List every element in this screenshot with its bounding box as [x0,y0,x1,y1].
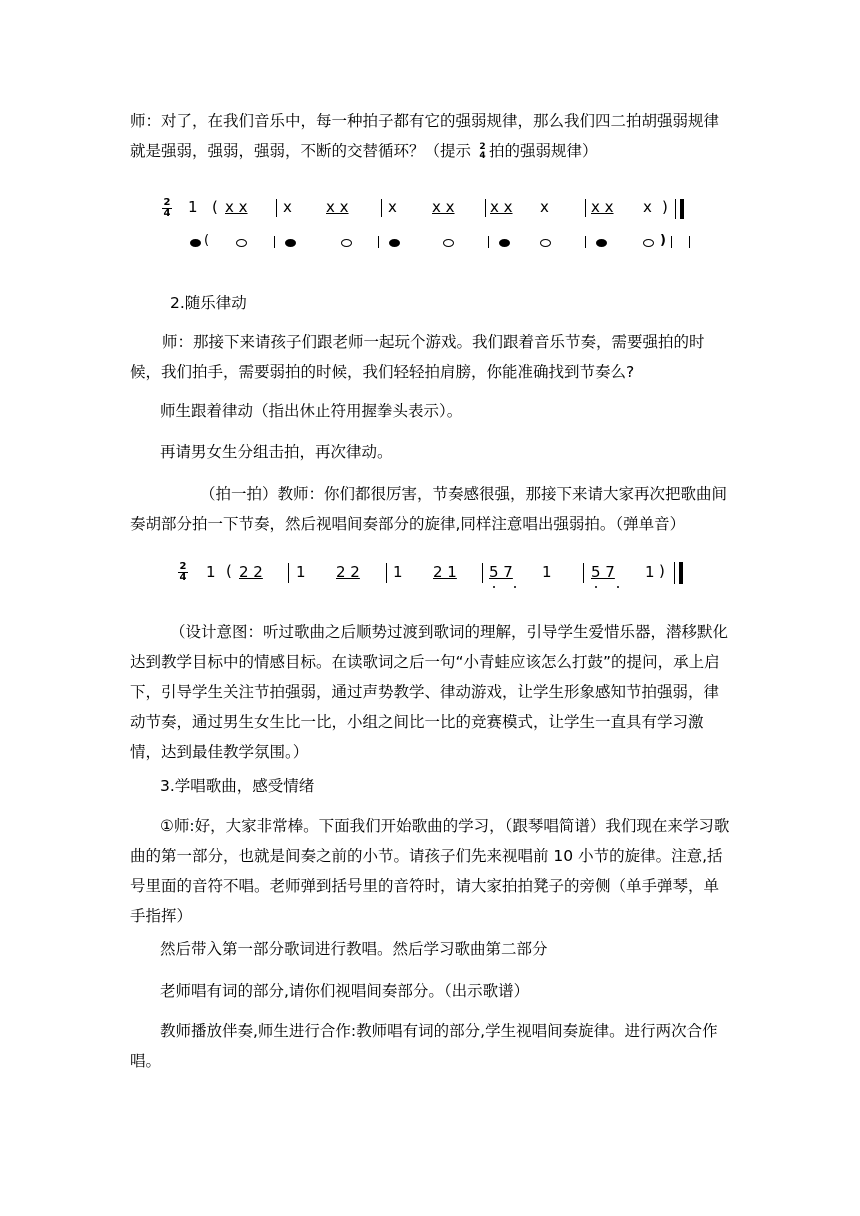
time-signature-2-bottom: 4 [179,572,187,583]
game-text: 师：那接下来请孩子们跟老师一起玩个游戏。我们跟着音乐节奏，需要强拍的时候，我们拍手，需要弱拍的时候，我们轻轻拍肩膀，你能准确找到节奏么? [130,333,705,381]
barline [585,236,586,248]
design-intent-text: （设计意图：听过歌曲之后顺势过渡到歌词的理解，引导学生爱惜乐器，潜移默化达到教学目标中的情感目标。在读歌词之后一句“小青蛙应该怎么打鼓”的提问，承上启下，引导学生关注节拍强弱，通过声势教学、律动游戏，让学生形象感知节拍强弱，律动节奏，通过男生女生比一比，小组之间比一比的竞赛模式，让学生一直具有学习激情，达到最佳教学氛围。） [130,623,729,761]
low-octave-dot [493,586,495,588]
paragraph-intro [130,106,730,166]
barline [488,236,489,248]
score1-paren-open: ( [212,198,218,216]
intro-tail-text: 拍的强弱规律） [488,142,598,160]
weak-beat-symbol [341,239,352,247]
section-heading-2-text: 2.随乐律动 [170,294,247,312]
paragraph-accompany [130,1016,730,1076]
barline [378,236,379,248]
paragraph-game [130,327,730,387]
time-signature-2-top: 2 [179,561,187,572]
final-barline-thick [680,199,684,219]
accompany-text: 教师播放伴奏,师生进行合作:教师唱有词的部分,学生视唱间奏旋律。进行两次合作唱。 [130,1022,718,1070]
score1-beat: x [283,198,292,216]
score1-beat: x x [591,198,614,216]
score1-note: 1 [188,198,198,216]
score2-paren-open: ( [226,562,232,580]
inline-time-signature: 2 4 [479,141,486,161]
paragraph-follow [160,396,760,426]
lyrics-text: 然后带入第一部分歌词进行教唱。然后学习歌曲第二部分 [160,940,548,958]
score2-beat: 5 7 [489,563,513,581]
paragraph-design-intent [130,617,730,767]
strong-beat-symbol [285,239,296,247]
score2-beat: 1 [393,563,403,581]
score2-beat: 1 [645,563,655,581]
low-octave-dot [595,586,597,588]
score2-paren-close: ) [659,562,665,580]
score1-beat: x x [225,198,248,216]
low-octave-dot [514,586,516,588]
final-barline-thin [675,199,676,219]
section-heading-2 [170,288,770,318]
weak-beat-symbol [643,239,654,247]
score1-beat: x x [326,198,349,216]
sing-text: 老师唱有词的部分,请你们视唱间奏部分。（出示歌谱） [160,982,530,1000]
paragraph-clap [130,479,730,539]
strong-beat-symbol [499,239,510,247]
barline [689,236,690,248]
barline [288,563,289,583]
weak-beat-symbol [236,239,247,247]
barline [585,199,586,217]
section-heading-3 [160,771,760,801]
time-signature-2 [178,562,188,583]
score2-beat: 2 2 [336,563,360,581]
score2-beat: 1 [542,563,552,581]
time-signature-1-bottom: 4 [163,208,171,219]
barline [482,563,483,583]
strong-beat-symbol [389,239,400,247]
section-heading-3-text: 3.学唱歌曲，感受情绪 [160,777,315,795]
barline [386,563,387,583]
paragraph-learn [130,811,730,931]
score2-beat: 2 2 [239,563,263,581]
strong-beat-symbol [596,239,607,247]
score1-beat: x [388,198,397,216]
paragraph-sing [160,976,760,1006]
score1-paren-close: ) [662,198,668,216]
weak-beat-symbol [443,239,454,247]
score1-beat: x x [490,198,513,216]
final-barline-thin [674,562,675,584]
score2-note: 1 [206,563,216,581]
score1-beat: x [643,198,652,216]
weak-beat-symbol [540,239,551,247]
intro-text: 师：对了，在我们音乐中，每一种拍子都有它的强弱规律，那么我们四二拍胡强弱规律就是强弱，强弱，强弱，不断的交替循环？（提示 [130,112,720,160]
time-signature-1 [162,198,172,219]
barline [381,199,382,217]
paragraph-group [160,437,760,467]
learn-text: ①师:好，大家非常棒。下面我们开始歌曲的学习，（跟琴唱简谱）我们现在来学习歌曲的第一部分，也就是间奏之前的小节。请孩子们先来视唱前 10 小节的旋律。注意,括号里面的音符不唱。老师弹到括号里的音符时，请大家拍拍凳子的旁侧（单手弹琴，单手指挥） [130,817,730,925]
paren-close-symbol: ) [660,233,666,248]
follow-text: 师生跟着律动（指出休止符用握拳头表示）。 [160,402,463,420]
barline [274,236,275,248]
low-octave-dot [617,586,619,588]
barline [583,563,584,583]
group-text: 再请男女生分组击拍，再次律动。 [160,443,393,461]
score2-beat: 5 7 [591,563,615,581]
strong-beat-symbol [190,239,201,247]
paragraph-lyrics [160,934,760,964]
time-signature-1-top: 2 [163,197,171,208]
final-barline-thick [679,562,683,584]
barline [485,199,486,217]
clap-text: （拍一拍）教师：你们都很厉害，节奏感很强，那接下来请大家再次把歌曲间奏胡部分拍一下节奏，然后视唱间奏部分的旋律,同样注意唱出强弱拍。（弹单音） [130,485,728,533]
barline [671,236,672,248]
score1-beat: x [540,198,549,216]
score1-beat: x x [432,198,455,216]
score2-beat: 2 1 [433,563,457,581]
barline [276,199,277,217]
paren-open-symbol: ( [204,233,210,248]
score2-beat: 1 [296,563,306,581]
